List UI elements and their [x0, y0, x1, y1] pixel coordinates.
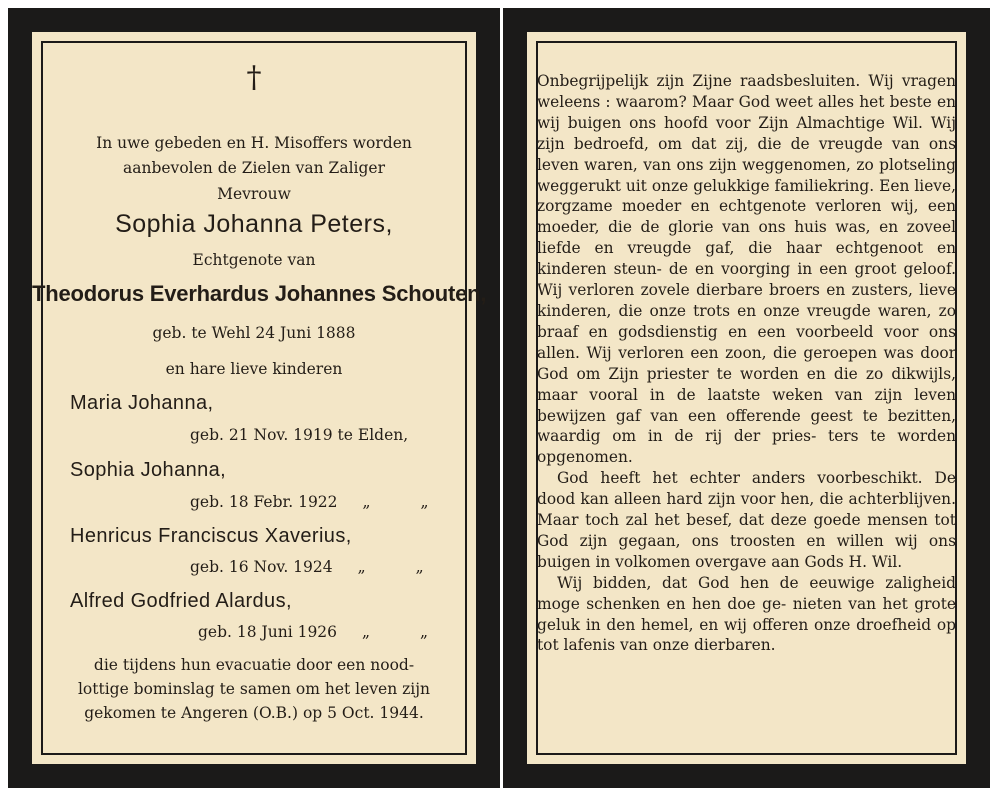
spouse-name: Theodorus Everhardus Johannes Schouten, — [32, 281, 487, 306]
deceased-birth: geb. te Wehl 24 Juni 1888 — [152, 324, 356, 342]
spouse-label: Echtgenote van — [192, 251, 316, 269]
prayer-paragraph: God heeft het echter anders voorbeschikt. De dood kan alleen hard zijn voor hen, die achterblijven. Maar toch zal het besef, dat deze goede mensen tot God zijn gegaan, ons troosten en willen wij ons buigen in volkomen overgave aan Gods H. Wil. — [537, 469, 956, 571]
card-paper — [32, 32, 487, 764]
child-birth: geb. 18 Juni 1926 „ „ — [198, 621, 453, 643]
closing-line: lottige bominslag te samen om het leven zijn — [77, 680, 431, 698]
intro-line: In uwe gebeden en H. Misoffers worden — [96, 134, 412, 152]
ditto-mark: „ — [415, 558, 424, 576]
card-paper — [527, 32, 966, 764]
child-birth: geb. 16 Nov. 1924 „ „ — [190, 556, 449, 578]
deceased-name: Sophia Johanna Peters, — [115, 210, 393, 238]
child-name: Henricus Franciscus Xaverius, — [70, 525, 352, 547]
child-name: Sophia Johanna, — [70, 459, 227, 481]
honorific-title: Mevrouw — [217, 185, 291, 203]
child-birth: geb. 21 Nov. 1919 te Elden, — [190, 426, 409, 444]
ditto-mark: „ — [357, 558, 366, 576]
intro-line: aanbevolen de Zielen van Zaliger — [123, 159, 385, 177]
closing-line: die tijdens hun evacuatie door een nood- — [93, 656, 415, 674]
ditto-mark: „ — [362, 623, 371, 641]
ditto-mark: „ — [420, 493, 429, 511]
child-name: Maria Johanna, — [70, 392, 214, 414]
children-intro: en hare lieve kinderen — [165, 360, 343, 378]
closing-line: gekomen te Angeren (O.B.) op 5 Oct. 1944. — [84, 704, 424, 722]
ditto-mark: „ — [362, 493, 371, 511]
prayer-text — [537, 71, 956, 656]
child-birth: geb. 18 Febr. 1922 „ „ — [190, 491, 454, 513]
prayer-paragraph: Onbegrijpelijk zijn Zijne raadsbesluiten. Wij vragen weleens : waarom? Maar God weet alles het beste en wij buigen ons hoofd voor Zijn Almachtige Wil. Wij zijn bedroefd, om dat zij, die de vreugde van ons leven waren, van ons zijn weggenomen, zo plotseling weggerukt uit onze gelukkige familiekring. Een lieve, zorgzame moeder en echtgenote verloren wij, een moeder, die de glorie van ons huis was, en zoveel liefde en vreugde gaf, die haar echtgenoot en kinderen steun- de en voorging in een groot geloof. Wij verloren zovele dierbare broers en zusters, lieve kinderen, die onze trots en onze vreugde waren, zo braaf en godsdienstig en een voorbeeld voor ons allen. Wij verloren een zoon, die geroepen was door God om Zijn priester te worden en die zo dikwijls, maar vooral in de laatste weken van zijn leven bewijzen gaf van een offerende geest te bezitten, waardig om in de rij der pries- ters te worden opgenomen. — [537, 72, 956, 467]
memorial-card-left — [8, 8, 500, 788]
memorial-card-right — [503, 8, 990, 788]
cross-icon: † — [246, 60, 262, 95]
child-name: Alfred Godfried Alardus, — [70, 590, 292, 612]
ditto-mark: „ — [420, 623, 429, 641]
prayer-paragraph: Wij bidden, dat God hen de eeuwige zaligheid moge schenken en hen doe ge- nieten van het grote geluk in den hemel, en wij offeren onze droefheid op tot lafenis van onze dierbaren. — [537, 573, 956, 655]
